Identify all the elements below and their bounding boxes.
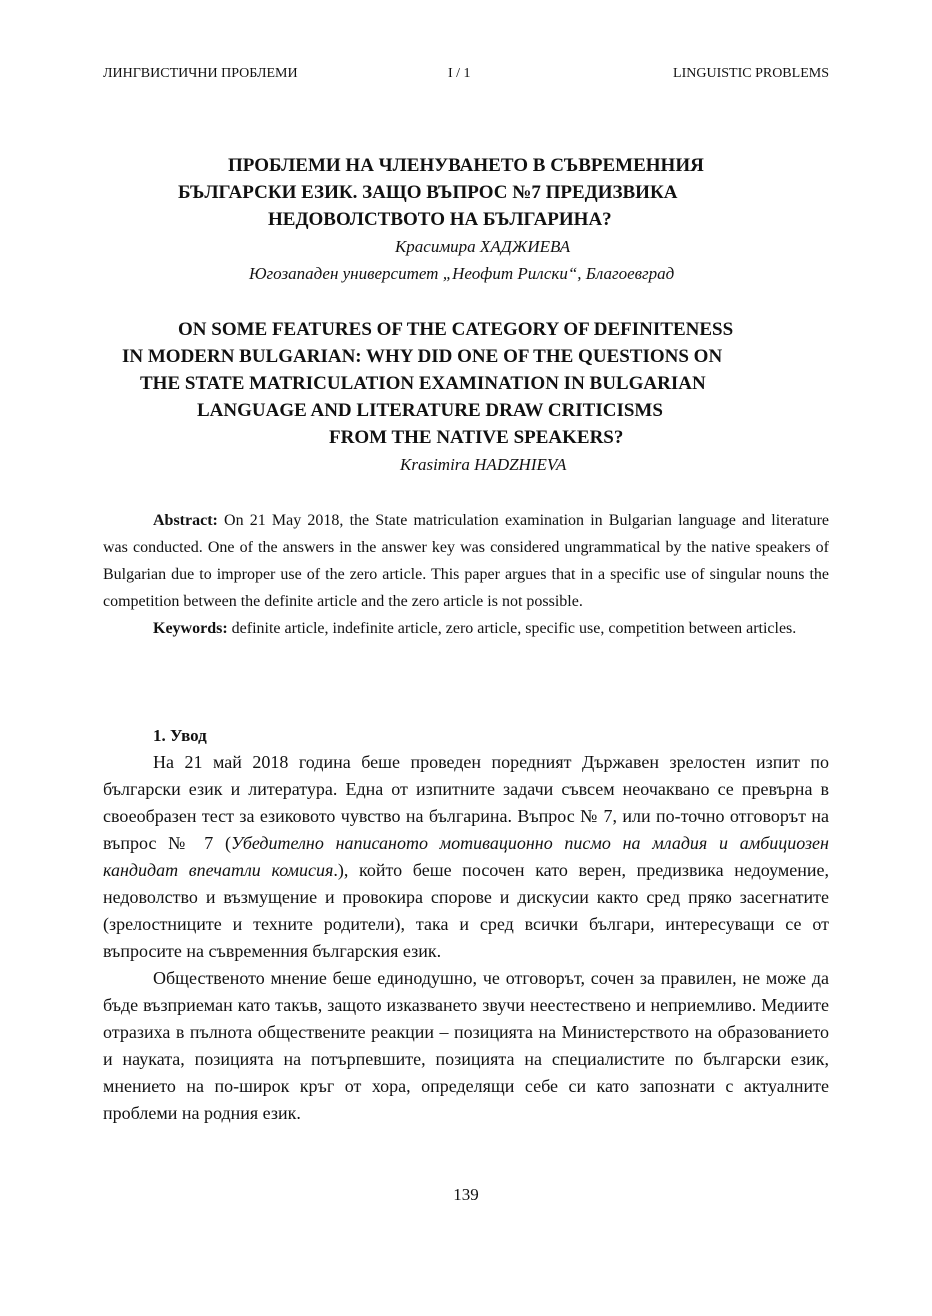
running-head-journal-en: LINGUISTIC PROBLEMS bbox=[673, 66, 829, 81]
author-affiliation: Югозападен университет „Неофит Рилски“, Благоевград bbox=[249, 264, 675, 283]
bulgarian-title-line: ПРОБЛЕМИ НА ЧЛЕНУВАНЕТО В СЪВРЕМЕННИЯ bbox=[228, 155, 704, 176]
running-head-issue: I / 1 bbox=[448, 66, 471, 81]
keywords-text: definite article, indefinite article, zero article, specific use, competition between articles. bbox=[227, 620, 797, 637]
keywords-label: Keywords: bbox=[153, 620, 228, 637]
english-author: Krasimira HADZHIEVA bbox=[400, 455, 567, 474]
page-number: 139 bbox=[453, 1185, 479, 1204]
bulgarian-title-line: БЪЛГАРСКИ ЕЗИК. ЗАЩО ВЪПРОС №7 ПРЕДИЗВИКА bbox=[178, 182, 678, 203]
abstract-block bbox=[103, 507, 829, 642]
quoted-example: Убедително написаното мотивационно писмо на младия и амбициозен кандидат впечатли комисия bbox=[103, 833, 829, 880]
running-head-journal-bg: ЛИНГВИСТИЧНИ ПРОБЛЕМИ bbox=[103, 66, 298, 81]
abstract-text: On 21 May 2018, the State matriculation examination in Bulgarian language and literature was conducted. One of the answers in the answer key was considered ungrammatical by the native speakers of Bulgarian due to improper use of the zero article. This paper argues that in a specific use of singular nouns the competition between the definite article and the zero article is not possible. bbox=[103, 512, 829, 610]
body-text-span: .), който беше посочен като верен, предизвика недоумение, недоволство и възмущение и провокира спорове и дискусии както сред пряко засегнатите (зрелостниците и техните родители), така и сред всички българи, интересуващи се от въпросите на съвременния българския език. bbox=[103, 860, 829, 961]
bulgarian-author: Красимира ХАДЖИЕВА bbox=[395, 237, 571, 256]
section-heading: 1. Увод bbox=[153, 726, 207, 745]
english-title-line: IN MODERN BULGARIAN: WHY DID ONE OF THE QUESTIONS ON bbox=[122, 346, 723, 367]
bulgarian-title-block bbox=[103, 152, 829, 287]
english-title-line: THE STATE MATRICULATION EXAMINATION IN BULGARIAN bbox=[140, 373, 706, 394]
keywords-paragraph bbox=[103, 615, 829, 642]
body-text-span: На 21 май 2018 година беше проведен поредният Държавен зрелостен изпит по български език и литература. Една от изпитните задачи съвсем неочаквано се превърна в своеобразен тест за езиковото чувство на българина. Въпрос № 7, или по-точно отговорът на въпрос № 7 ( bbox=[103, 752, 829, 853]
abstract-paragraph bbox=[103, 507, 829, 615]
bulgarian-title-line: НЕДОВОЛСТВОТО НА БЪЛГАРИНА? bbox=[268, 209, 612, 230]
bulgarian-title bbox=[103, 152, 829, 233]
running-head bbox=[103, 66, 829, 86]
section-introduction bbox=[103, 722, 829, 1127]
body-paragraph: Общественото мнение беше единодушно, че отговорът, сочен за правилен, не може да бъде възприеман като такъв, защото изказването звучи неестествено и неприемливо. Медиите отразиха в пълнота обществените реакции – позицията на Министерството на образованието и науката, позицията на потърпевшите, позицията на специалистите по български език, мнението на по-широк кръг от хора, определящи себе си като запознати с актуалните проблеми на родния език. bbox=[103, 968, 829, 1123]
english-title bbox=[103, 316, 843, 451]
english-title-line: ON SOME FEATURES OF THE CATEGORY OF DEFINITENESS bbox=[178, 319, 734, 340]
english-title-block bbox=[103, 316, 843, 478]
english-title-line: LANGUAGE AND LITERATURE DRAW CRITICISMS bbox=[197, 400, 663, 421]
body-paragraph bbox=[103, 749, 829, 965]
english-title-line: FROM THE NATIVE SPEAKERS? bbox=[329, 427, 624, 448]
abstract-label: Abstract: bbox=[153, 512, 218, 529]
